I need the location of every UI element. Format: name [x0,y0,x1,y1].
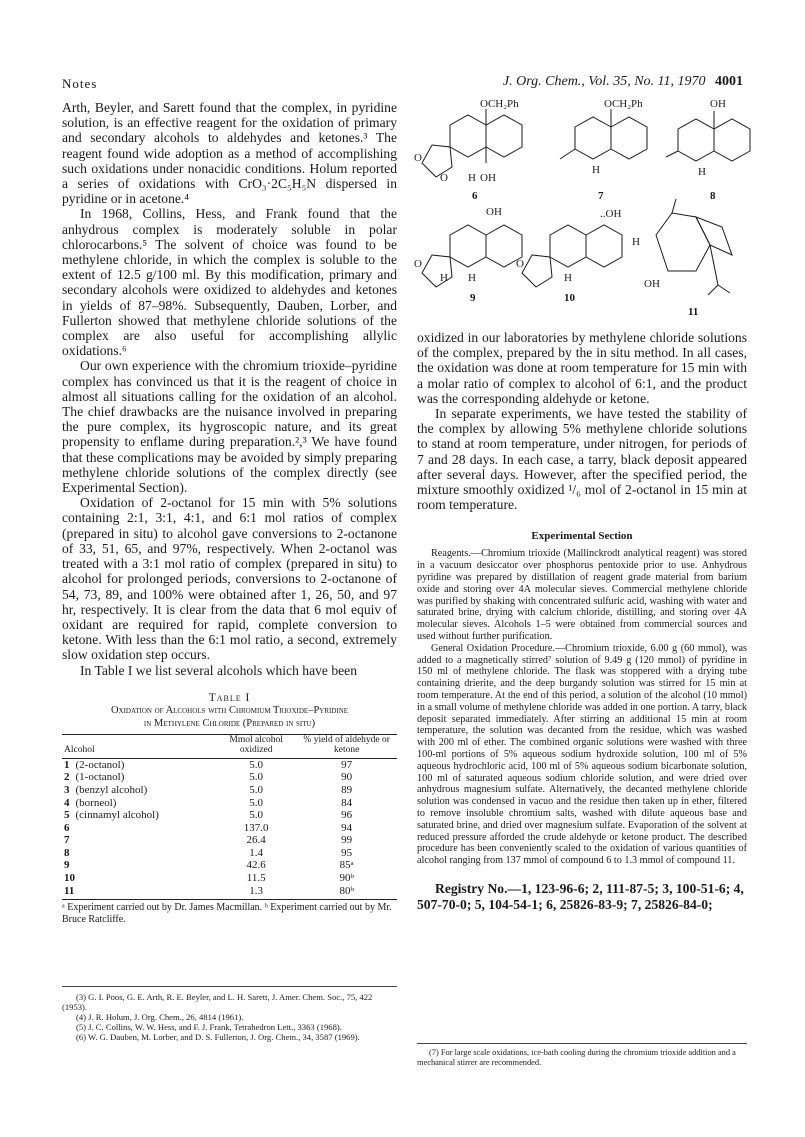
alcohol-cell [62,784,216,797]
table-row [62,872,397,885]
alcohol-name: (2-octanol) [75,758,125,771]
structure-label: OH [480,172,496,184]
structure-label: H [632,236,640,248]
page-number: 4001 [715,74,743,89]
compound-number: 1 [64,758,70,771]
table-row [62,859,397,872]
alcohol-cell [62,758,216,771]
alcohol-cell [62,885,216,898]
structure-label: H [468,272,476,284]
compound-number: 10 [64,872,75,885]
table-row [62,834,397,847]
yield-cell: 95 [341,846,353,859]
alcohol-cell [62,872,216,885]
table-title: Table I [208,691,251,704]
table-footnote: ᵃ Experiment carried out by Dr. James Macmillan. ᵇ Experiment carried out by Mr. Bruce Ratcliffe. [62,899,397,925]
yield-cell: 84 [341,796,353,809]
alcohol-name: (benzyl alcohol) [75,783,148,796]
alcohol-cell [62,847,216,860]
mmol-cell: 26.4 [246,834,266,847]
mmol-cell: 5.0 [249,796,264,809]
structure-label: H [564,272,572,284]
mmol-cell: 5.0 [249,758,264,771]
footnotes-left [62,986,397,1042]
table-caption-line-1: Oxidation of Alcohols with Chromium Trioxide–Pyridine [110,704,349,716]
table-row [62,797,397,810]
compound-number: 5 [64,809,70,822]
compound-number: 7 [598,190,604,202]
journal-citation: J. Org. Chem., Vol. 35, No. 11, 1970 [502,74,706,89]
alcohol-cell [62,797,216,810]
results-table [62,734,397,898]
column-header: Mmol alcohol oxidized [216,734,296,758]
yield-cell: 80ᵇ [339,884,354,897]
paragraph: In separate experiments, we have tested the stability of the complex by allowing 5% methylene chloride solutions to stand at room temperature, under nitrogen, for periods of 7 and 28 days. In each case, a tarry, black deposit appeared after several days. However, after the specified period, the mixture smoothly oxidized ¹/₆ mol of 2-octanol in 15 min at room temperature. [417,406,747,513]
structure-label: OCH₂Ph [604,98,643,110]
compound-number: 10 [564,292,575,304]
compound-number: 9 [470,292,476,304]
structure-label: O [516,258,524,270]
paragraph: In 1968, Collins, Hess, and Frank found that the anhydrous complex is moderately soluble in polar chlorocarbons.⁵ The solvent of choice was found to be methylene chloride, in which the complex is soluble to the extent of 12.5 g/100 ml. By this modification, primary and secondary alcohols were oxidized to aldehydes and ketones in yields of 87–98%. Subsequently, Dauben, Lorber, and Fullerton showed that methylene chloride solutions of the complex are also useful for accomplishing allylic oxidations.⁶ [62,206,397,359]
alcohol-name: (borneol) [75,796,117,809]
structure-label: ..OH [600,208,622,220]
alcohol-cell [62,859,216,872]
registry-numbers: Registry No.—1, 123-96-6; 2, 111-87-5; 3, 100-51-6; 4, 507-70-0; 5, 104-54-1; 6, 25826-83-9; 7, 25826-84-0; [417,880,744,912]
structure-labels [410,95,755,320]
compound-number: 8 [64,846,70,859]
paragraph-reagents: Reagents.—Chromium trioxide (Mallinckrodt analytical reagent) was stored in a vacuum desiccator over phosphorus pentoxide prior to use. Anhydrous pyridine was prepared by distillation of reagent grade material from barium oxide and storing over 4A molecular sieves. Commercial methylene chloride was purified by shaking with concentrated sulfuric acid, washing with water and saturated brine, drying with calcium chloride, distilling, and storing over 4A molecular sieves. Alcohols 1–5 were obtained from commercial sources and used without further purification. [417,548,747,643]
structure-label: OH [644,278,660,290]
mmol-cell: 137.0 [243,821,269,834]
running-head-journal [503,74,743,90]
section-heading: Experimental Section [531,530,633,543]
alcohol-name: (cinnamyl alcohol) [75,809,159,822]
paragraph: Arth, Beyler, and Sarett found that the complex, in pyridine solution, is an effective reagent for the oxidation of primary and secondary alcohols to aldehydes and ketones.³ The reagent found wide adoption as a method of accomplishing such oxidations under nonacidic conditions. Holum reported a series of oxidations with CrO₃·2C₅H₅N dispersed in pyridine or in acetone.⁴ [62,100,397,207]
structure-label: H [468,172,476,184]
mmol-cell: 5.0 [249,783,264,796]
paragraph: Our own experience with the chromium trioxide–pyridine complex has convinced us that it is the reagent of choice in almost all situations calling for the oxidation of an alcohol. The chief drawbacks are the nuisance involved in preparing the pure complex, its hygroscopic nature, and its great propensity to enflame during preparation.²,³ We have found that these complications may be avoided by simply preparing methylene chloride solutions of the complex directly (see Experimental Section). [62,358,397,496]
compound-number: 8 [710,190,716,202]
alcohol-cell [62,771,216,784]
compound-number: 4 [64,796,70,809]
table-row [62,885,397,898]
column-header: % yield of aldehyde or ketone [296,734,397,758]
mmol-cell: 5.0 [249,809,264,822]
paragraph: oxidized in our laboratories by methylene chloride solutions of the complex, prepared by the in situ method. In all cases, the oxidation was done at room temperature for 15 min with a molar ratio of complex to alcohol of 6:1, and the product was the corresponding aldehyde or ketone. [417,330,747,406]
paragraph-general-procedure: General Oxidation Procedure.—Chromium trioxide, 6.00 g (60 mmol), was added to a magnetically stirred⁷ solution of 9.49 g (120 mmol) of pyridine in 150 ml of methylene chloride. The flask was stoppered with a drying tube containing drierite, and the deep burgandy solution was stirred for 15 min at room temperature. At the end of this period, a solution of the alcohol (10 mmol) in a small volume of methylene chloride was added in one portion. A tarry, black deposit separated immediately. After stirring an additional 15 min at room temperature, the solution was decanted from the residue, which was washed with 200 ml of ether. The combined organic solutions were washed with three 100-ml portions of 5% aqueous sodium hydroxide solution, 100 ml of 5% aqueous hydrochloric acid, 100 ml of 5% aqueous sodium bicarbonate solution, 100 ml of saturated aqueous sodium chloride solution, and were dried over anhydrous magnesium sulfate. Alternatively, the decanted methylene chloride solution was condensed in vacuo and the residue then taken up in ether, filtered to remove insoluble chromium salts, washed with dilute aqueous base and saturated brine, and dried over magnesium sulfate. Evaporation of the solvent at reduced pressure afforded the crude aldehyde or ketone product. The described procedure has been conveniently scaled to the oxidation of various quantities of alcohol ranging from 137 mmol of compound 6 to 1.3 mmol of compound 11. [417,642,747,867]
paragraph: In Table I we list several alcohols which have been [80,662,357,678]
compound-number: 7 [64,834,70,847]
yield-cell: 97 [341,758,353,771]
alcohol-cell [62,822,216,835]
compound-number: 11 [688,306,699,318]
chemical-structures-figure [410,95,755,320]
yield-cell: 99 [341,834,353,847]
footnote: (3) G. I. Poos, G. E. Arth, R. E. Beyler, and L. H. Sarett, J. Amer. Chem. Soc., 75, 422 (1953). [62,992,373,1012]
mmol-cell: 5.0 [249,771,264,784]
table-caption-line-2: in Methylene Chloride (Prepared in situ) [143,717,316,729]
alcohol-cell [62,809,216,822]
structure-label: H [592,164,600,176]
alcohol-cell [62,834,216,847]
structure-label: OH [486,206,502,218]
paragraph: Oxidation of 2-octanol for 15 min with 5% solutions containing 2:1, 3:1, 4:1, and 6:1 mol ratios of complex (prepared in situ) to alcohol gave conversions to 2-octanone of 33, 51, 65, and 97%, respectively. When 2-octanol was treated with a 3:1 mol ratio of complex (prepared in situ) to alcohol for prolonged periods, conversions to 2-octanone of 54, 73, 89, and 100% were obtained after 1, 26, 50, and 97 hr, respectively. It is clear from the data that 6 mol equiv of oxidant are required for rapid, complete conversion to ketone. With less than the 6:1 mol ratio, a second, extremely slow oxidation step occurs. [62,495,397,663]
table-row [62,847,397,860]
structure-label: H [698,166,706,178]
compound-number: 3 [64,783,70,796]
column-header: Alcohol [62,734,216,758]
alcohol-name: (1-octanol) [75,771,125,784]
compound-number: 6 [64,821,70,834]
table-row [62,771,397,784]
yield-cell: 85ᵃ [339,859,354,872]
structure-label: O [414,258,422,270]
yield-cell: 90 [341,771,353,784]
compound-number: 9 [64,859,70,872]
yield-cell: 96 [341,809,353,822]
structure-label: OCH₂Ph [480,98,519,110]
structure-label: O [440,172,448,184]
table-row [62,809,397,822]
table-row [62,784,397,797]
compound-number: 11 [64,884,75,897]
left-column [62,100,397,925]
footnote-7: (7) For large scale oxidations, ice-bath cooling during the chromium trioxide addition and a mechanical stirrer are recommended. [417,1043,747,1068]
mmol-cell: 1.4 [249,846,264,859]
footnote: (5) J. C. Collins, W. W. Hess, and F. J. Frank, Tetrahedron Lett., 3363 (1968). [76,1022,342,1032]
mmol-cell: 42.6 [246,859,266,872]
mmol-cell: 11.5 [246,872,266,885]
yield-cell: 89 [341,783,353,796]
structure-label: O [414,152,422,164]
table-row [62,822,397,835]
structure-label: H [440,272,448,284]
compound-number: 2 [64,771,70,784]
compound-number: 6 [472,190,478,202]
footnote: (6) W. G. Dauben, M. Lorber, and D. S. Fullerton, J. Org. Chem., 34, 3587 (1969). [76,1032,360,1042]
structure-label: OH [710,98,726,110]
table-row [62,758,397,771]
yield-cell: 90ᵇ [339,872,354,885]
yield-cell: 94 [341,821,353,834]
footnote: (4) J. R. Holum, J. Org. Chem., 26, 4814 (1961). [76,1012,244,1022]
mmol-cell: 1.3 [249,884,264,897]
table-body [62,758,397,897]
right-column [417,330,747,913]
running-head-section: Notes [62,76,98,91]
